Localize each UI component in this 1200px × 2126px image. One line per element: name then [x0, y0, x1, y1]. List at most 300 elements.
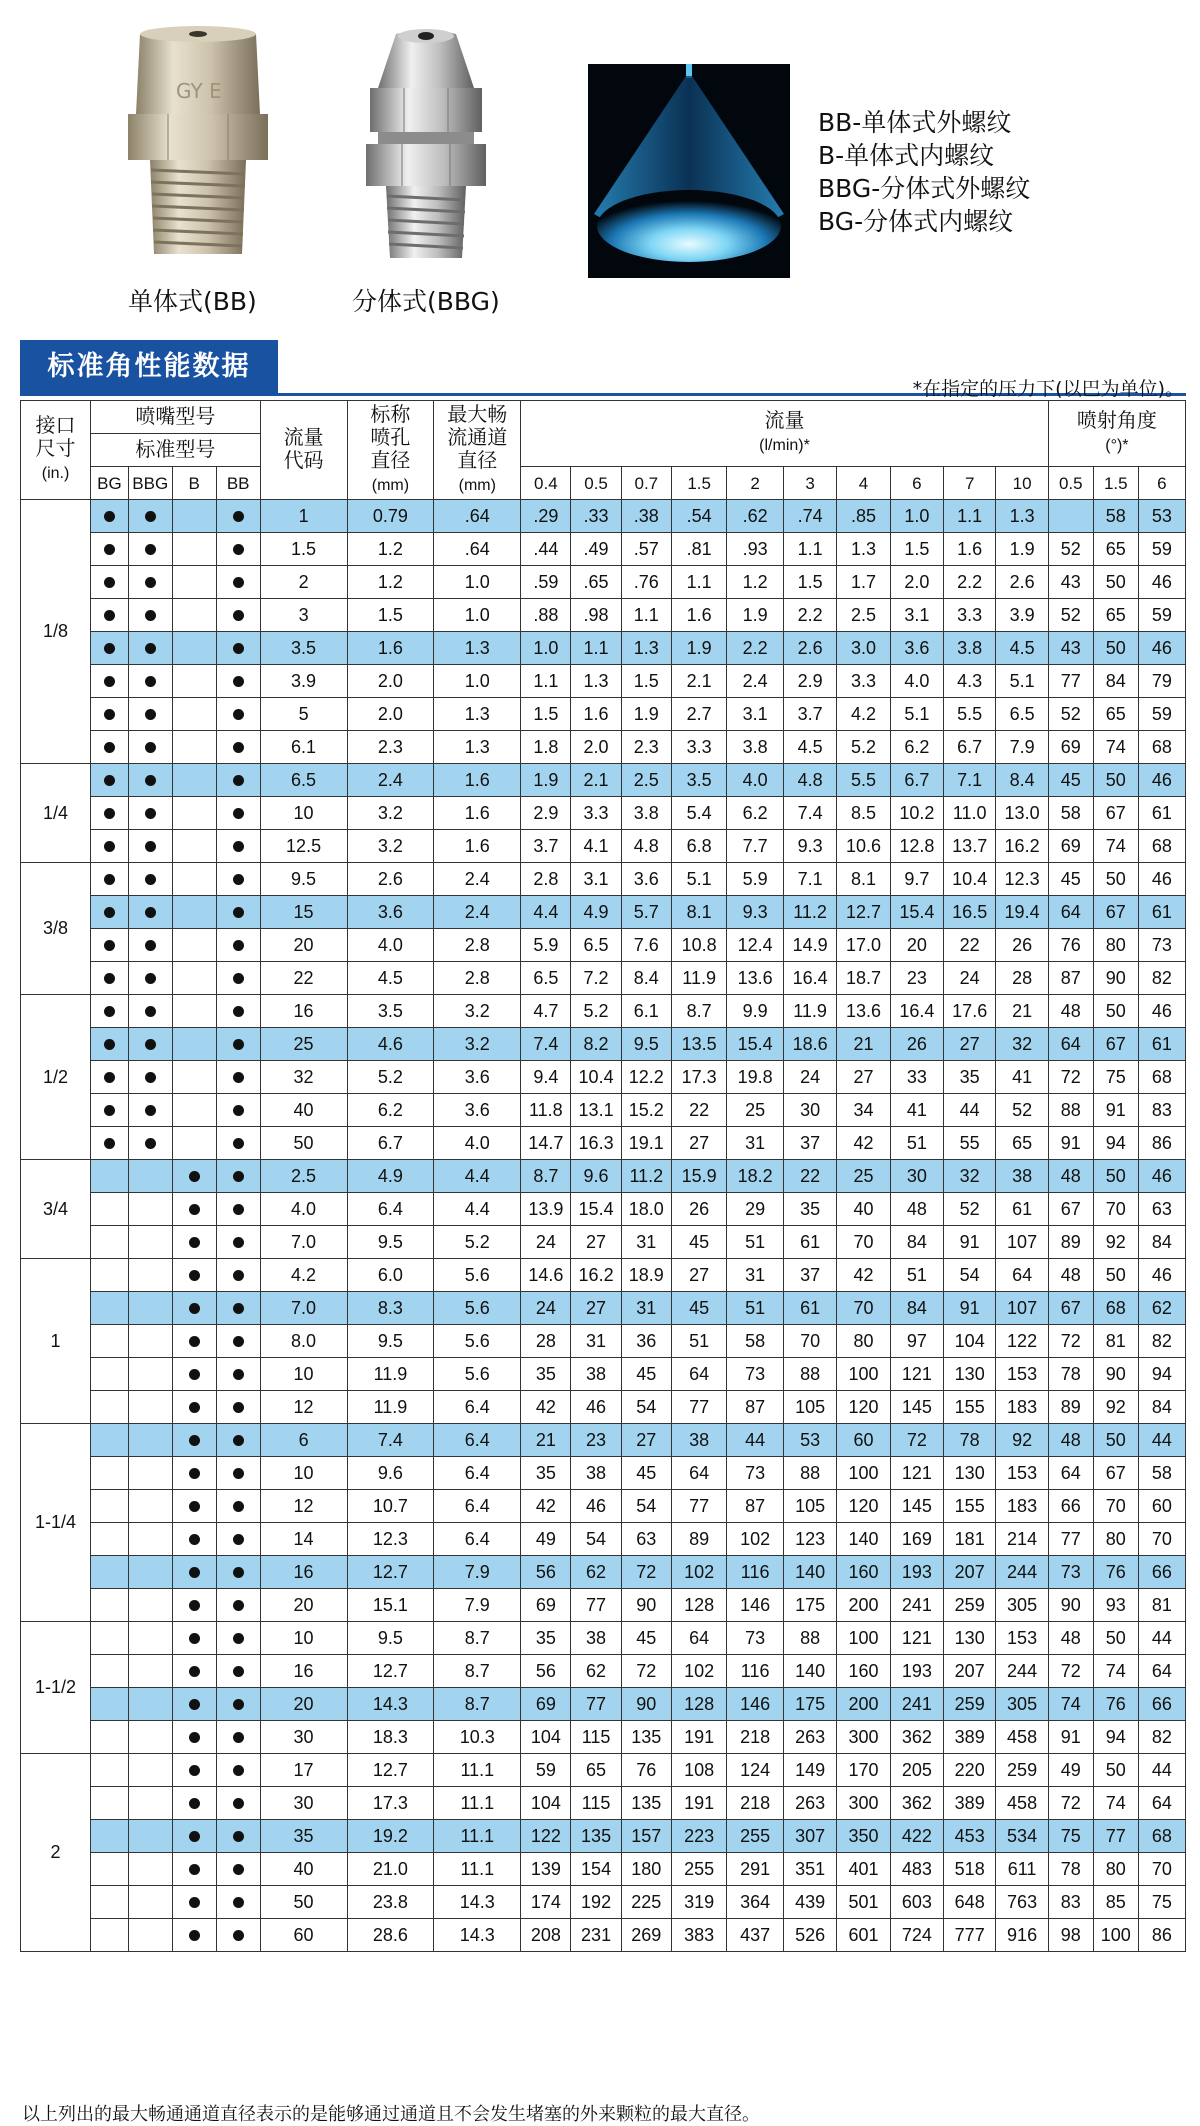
inlet-size-cell: 1/2 — [21, 995, 91, 1160]
model-availability-cell — [91, 1490, 129, 1523]
model-availability-cell — [216, 929, 260, 962]
availability-dot-icon — [233, 1765, 244, 1776]
table-row — [21, 1094, 1186, 1127]
model-availability-cell — [128, 665, 172, 698]
cell-flow-2: 19.8 — [727, 1061, 784, 1094]
model-availability-cell — [128, 1094, 172, 1127]
header-nozzle-model: 喷嘴型号 — [91, 401, 261, 434]
cell-flow-7: 130 — [944, 1457, 996, 1490]
cell-flow-code: 16 — [260, 1655, 347, 1688]
table-row — [21, 830, 1186, 863]
cell-flow-7: 5.5 — [944, 698, 996, 731]
cell-angle-1.5: 50 — [1093, 1622, 1138, 1655]
cell-angle-6: 53 — [1138, 500, 1185, 533]
availability-dot-icon — [104, 1072, 115, 1083]
cell-flow-10: 107 — [996, 1292, 1048, 1325]
availability-dot-icon — [189, 1765, 200, 1776]
cell-flow-4: 200 — [837, 1589, 890, 1622]
availability-dot-icon — [189, 1864, 200, 1875]
model-availability-cell — [128, 1292, 172, 1325]
cell-flow-3: 88 — [783, 1457, 836, 1490]
availability-dot-icon — [233, 1039, 244, 1050]
cell-angle-6: 62 — [1138, 1292, 1185, 1325]
availability-dot-icon — [189, 1204, 200, 1215]
cell-flow-7: 11.0 — [944, 797, 996, 830]
model-availability-cell — [91, 1193, 129, 1226]
cell-flow-10: 153 — [996, 1358, 1048, 1391]
model-availability-cell — [91, 1061, 129, 1094]
cell-flow-code: 6 — [260, 1424, 347, 1457]
cell-flow-4: 80 — [837, 1325, 890, 1358]
availability-dot-icon — [233, 1171, 244, 1182]
cell-flow-code: 7.0 — [260, 1226, 347, 1259]
header-flow-pressure: 1.5 — [671, 467, 726, 500]
cell-flow-0.5: 27 — [571, 1226, 621, 1259]
cell-angle-6: 68 — [1138, 1061, 1185, 1094]
cell-flow-2: 291 — [727, 1853, 784, 1886]
header-model-b: B — [172, 467, 216, 500]
cell-orifice-diameter: 6.2 — [347, 1094, 434, 1127]
table-row — [21, 1457, 1186, 1490]
table-row — [21, 1325, 1186, 1358]
cell-flow-1.5: 51 — [671, 1325, 726, 1358]
cell-orifice-diameter: 2.3 — [347, 731, 434, 764]
cell-flow-10: 305 — [996, 1589, 1048, 1622]
cell-flow-4: 5.2 — [837, 731, 890, 764]
cell-flow-0.4: 24 — [521, 1226, 571, 1259]
model-availability-cell — [91, 1127, 129, 1160]
header-angle-pressure: 1.5 — [1093, 467, 1138, 500]
cell-flow-0.7: 45 — [621, 1358, 671, 1391]
cell-flow-0.4: 56 — [521, 1655, 571, 1688]
availability-dot-icon — [145, 544, 156, 555]
cell-flow-0.7: 5.7 — [621, 896, 671, 929]
model-availability-cell — [216, 1160, 260, 1193]
cell-orifice-diameter: 2.0 — [347, 698, 434, 731]
cell-flow-6: 30 — [890, 1160, 943, 1193]
cell-angle-6: 86 — [1138, 1919, 1185, 1952]
table-row — [21, 896, 1186, 929]
cell-angle-1.5: 92 — [1093, 1391, 1138, 1424]
availability-dot-icon — [104, 808, 115, 819]
cell-flow-code: 10 — [260, 1457, 347, 1490]
cell-angle-0.5: 67 — [1048, 1193, 1093, 1226]
cell-orifice-diameter: 5.2 — [347, 1061, 434, 1094]
model-availability-cell — [216, 1886, 260, 1919]
cell-flow-7: 6.7 — [944, 731, 996, 764]
cell-passage-diameter: 1.3 — [434, 698, 521, 731]
cell-flow-6: 33 — [890, 1061, 943, 1094]
cell-flow-3: 24 — [783, 1061, 836, 1094]
availability-dot-icon — [233, 973, 244, 984]
cell-flow-2: 364 — [727, 1886, 784, 1919]
cell-passage-diameter: .64 — [434, 500, 521, 533]
cell-flow-0.7: .38 — [621, 500, 671, 533]
cell-flow-2: 146 — [727, 1589, 784, 1622]
model-availability-cell — [172, 533, 216, 566]
cell-flow-0.7: 6.1 — [621, 995, 671, 1028]
cell-flow-3: .74 — [783, 500, 836, 533]
cell-flow-0.5: 2.1 — [571, 764, 621, 797]
model-availability-cell — [172, 1490, 216, 1523]
cell-flow-code: 1 — [260, 500, 347, 533]
cell-flow-2: 146 — [727, 1688, 784, 1721]
cell-flow-0.5: 77 — [571, 1589, 621, 1622]
model-availability-cell — [216, 632, 260, 665]
cell-flow-4: 42 — [837, 1259, 890, 1292]
table-row — [21, 962, 1186, 995]
cell-angle-0.5: 52 — [1048, 533, 1093, 566]
cell-angle-6: 73 — [1138, 929, 1185, 962]
model-availability-cell — [216, 1655, 260, 1688]
cell-flow-10: 458 — [996, 1787, 1048, 1820]
cell-passage-diameter: 4.4 — [434, 1160, 521, 1193]
cell-flow-3: 105 — [783, 1490, 836, 1523]
cell-angle-0.5: 58 — [1048, 797, 1093, 830]
availability-dot-icon — [233, 907, 244, 918]
model-availability-cell — [216, 1589, 260, 1622]
cell-flow-code: 12 — [260, 1490, 347, 1523]
model-availability-cell — [216, 1919, 260, 1952]
model-availability-cell — [216, 500, 260, 533]
cell-flow-0.4: 42 — [521, 1490, 571, 1523]
cell-flow-4: 60 — [837, 1424, 890, 1457]
cell-flow-0.4: 56 — [521, 1556, 571, 1589]
cell-flow-code: 16 — [260, 995, 347, 1028]
model-availability-cell — [128, 797, 172, 830]
model-availability-cell — [216, 962, 260, 995]
legend-item-b: B-单体式内螺纹 — [818, 141, 995, 170]
availability-dot-icon — [104, 1138, 115, 1149]
availability-dot-icon — [233, 1534, 244, 1545]
cell-flow-0.7: 3.8 — [621, 797, 671, 830]
cell-flow-0.5: 2.0 — [571, 731, 621, 764]
cell-flow-2: 2.2 — [727, 632, 784, 665]
availability-dot-icon — [189, 1600, 200, 1611]
cell-flow-0.4: 35 — [521, 1358, 571, 1391]
cell-flow-0.4: 14.7 — [521, 1127, 571, 1160]
cell-angle-6: 70 — [1138, 1853, 1185, 1886]
cell-flow-6: 3.1 — [890, 599, 943, 632]
cell-angle-1.5: 76 — [1093, 1556, 1138, 1589]
cell-flow-10: 244 — [996, 1655, 1048, 1688]
availability-dot-icon — [145, 1006, 156, 1017]
model-availability-cell — [91, 1589, 129, 1622]
cell-flow-6: 84 — [890, 1292, 943, 1325]
cell-flow-code: 10 — [260, 797, 347, 830]
cell-passage-diameter: 1.6 — [434, 830, 521, 863]
header-flow-pressure: 10 — [996, 467, 1048, 500]
cell-angle-1.5: 65 — [1093, 599, 1138, 632]
model-availability-cell — [172, 929, 216, 962]
cell-flow-0.5: 46 — [571, 1391, 621, 1424]
table-header — [21, 401, 1186, 500]
cell-flow-code: 12 — [260, 1391, 347, 1424]
cell-flow-1.5: 8.1 — [671, 896, 726, 929]
model-availability-cell — [216, 995, 260, 1028]
product-header — [0, 0, 1200, 330]
model-availability-cell — [91, 863, 129, 896]
cell-flow-7: 44 — [944, 1094, 996, 1127]
cell-flow-2: 9.3 — [727, 896, 784, 929]
model-availability-cell — [216, 1457, 260, 1490]
cell-flow-10: 214 — [996, 1523, 1048, 1556]
cell-flow-4: 300 — [837, 1721, 890, 1754]
cell-passage-diameter: .64 — [434, 533, 521, 566]
cell-flow-0.4: .88 — [521, 599, 571, 632]
cell-orifice-diameter: 3.6 — [347, 896, 434, 929]
cell-flow-4: 160 — [837, 1655, 890, 1688]
model-availability-cell — [91, 1820, 129, 1853]
cell-flow-2: 5.9 — [727, 863, 784, 896]
model-availability-cell — [216, 797, 260, 830]
cell-flow-3: 30 — [783, 1094, 836, 1127]
cell-flow-0.7: 135 — [621, 1721, 671, 1754]
cell-flow-code: 30 — [260, 1721, 347, 1754]
availability-dot-icon — [189, 1303, 200, 1314]
cell-flow-0.7: 3.6 — [621, 863, 671, 896]
performance-table — [20, 400, 1186, 1952]
cell-angle-1.5: 80 — [1093, 1853, 1138, 1886]
cell-flow-3: 1.1 — [783, 533, 836, 566]
cell-passage-diameter: 1.0 — [434, 566, 521, 599]
cell-angle-6: 44 — [1138, 1622, 1185, 1655]
cell-flow-6: 121 — [890, 1358, 943, 1391]
cell-angle-6: 63 — [1138, 1193, 1185, 1226]
cell-flow-1.5: 191 — [671, 1787, 726, 1820]
cell-flow-3: 61 — [783, 1226, 836, 1259]
cell-angle-1.5: 91 — [1093, 1094, 1138, 1127]
cell-flow-1.5: 5.1 — [671, 863, 726, 896]
model-availability-cell — [128, 1160, 172, 1193]
cell-flow-3: 18.6 — [783, 1028, 836, 1061]
cell-flow-1.5: 45 — [671, 1226, 726, 1259]
cell-flow-0.7: .76 — [621, 566, 671, 599]
cell-flow-2: 102 — [727, 1523, 784, 1556]
model-availability-cell — [91, 1259, 129, 1292]
cell-flow-3: 11.2 — [783, 896, 836, 929]
cell-flow-3: 105 — [783, 1391, 836, 1424]
cell-angle-6: 79 — [1138, 665, 1185, 698]
cell-flow-4: 3.0 — [837, 632, 890, 665]
cell-angle-6: 46 — [1138, 632, 1185, 665]
cell-angle-6: 46 — [1138, 566, 1185, 599]
model-availability-cell — [91, 1787, 129, 1820]
cell-flow-3: 175 — [783, 1688, 836, 1721]
model-availability-cell — [128, 1028, 172, 1061]
cell-passage-diameter: 11.1 — [434, 1853, 521, 1886]
cell-angle-1.5: 93 — [1093, 1589, 1138, 1622]
table-row — [21, 1820, 1186, 1853]
cell-flow-1.5: .81 — [671, 533, 726, 566]
cell-flow-3: 11.9 — [783, 995, 836, 1028]
cell-angle-6: 44 — [1138, 1754, 1185, 1787]
header-flow-pressure: 3 — [783, 467, 836, 500]
model-availability-cell — [128, 698, 172, 731]
pressure-note: *在指定的压力下(以巴为单位)。 — [912, 378, 1184, 400]
cell-flow-6: 205 — [890, 1754, 943, 1787]
cell-flow-2: 51 — [727, 1292, 784, 1325]
cell-flow-0.7: 72 — [621, 1655, 671, 1688]
cell-orifice-diameter: 6.7 — [347, 1127, 434, 1160]
cell-passage-diameter: 14.3 — [434, 1886, 521, 1919]
cell-flow-4: 21 — [837, 1028, 890, 1061]
cell-flow-7: 1.6 — [944, 533, 996, 566]
cell-angle-6: 82 — [1138, 962, 1185, 995]
model-availability-cell — [216, 1688, 260, 1721]
cell-flow-10: 26 — [996, 929, 1048, 962]
cell-angle-0.5: 64 — [1048, 1457, 1093, 1490]
cell-orifice-diameter: 23.8 — [347, 1886, 434, 1919]
cell-flow-0.4: 1.0 — [521, 632, 571, 665]
cell-flow-0.4: 2.9 — [521, 797, 571, 830]
cell-flow-6: 145 — [890, 1490, 943, 1523]
cell-flow-7: 22 — [944, 929, 996, 962]
cell-orifice-diameter: 3.2 — [347, 830, 434, 863]
model-availability-cell — [172, 1754, 216, 1787]
cell-angle-6: 61 — [1138, 896, 1185, 929]
cell-flow-3: 1.5 — [783, 566, 836, 599]
cell-flow-0.7: 76 — [621, 1754, 671, 1787]
cell-angle-1.5: 77 — [1093, 1820, 1138, 1853]
cell-flow-3: 37 — [783, 1259, 836, 1292]
cell-angle-0.5: 91 — [1048, 1721, 1093, 1754]
cell-flow-3: 140 — [783, 1655, 836, 1688]
cell-angle-6: 94 — [1138, 1358, 1185, 1391]
model-availability-cell — [91, 995, 129, 1028]
availability-dot-icon — [189, 1699, 200, 1710]
cell-angle-0.5: 48 — [1048, 1424, 1093, 1457]
model-availability-cell — [128, 764, 172, 797]
availability-dot-icon — [233, 1303, 244, 1314]
availability-dot-icon — [104, 973, 115, 984]
model-availability-cell — [216, 1787, 260, 1820]
spray-pattern-image — [588, 64, 790, 278]
model-availability-cell — [91, 1754, 129, 1787]
cell-flow-1.5: 22 — [671, 1094, 726, 1127]
cell-flow-1.5: 255 — [671, 1853, 726, 1886]
model-availability-cell — [128, 1259, 172, 1292]
cell-flow-6: 84 — [890, 1226, 943, 1259]
header-max-passage: 最大畅 流通道 直径 (mm) — [434, 401, 521, 500]
cell-flow-10: 13.0 — [996, 797, 1048, 830]
header-inlet-size: 接口 尺寸 (in.) — [21, 401, 91, 500]
availability-dot-icon — [189, 1534, 200, 1545]
cell-flow-7: 389 — [944, 1721, 996, 1754]
cell-flow-3: 351 — [783, 1853, 836, 1886]
cell-angle-6: 46 — [1138, 863, 1185, 896]
cell-flow-0.4: 5.9 — [521, 929, 571, 962]
cell-flow-1.5: 191 — [671, 1721, 726, 1754]
cell-flow-6: 1.5 — [890, 533, 943, 566]
model-availability-cell — [172, 1061, 216, 1094]
table-row — [21, 566, 1186, 599]
model-availability-cell — [91, 566, 129, 599]
table-row — [21, 863, 1186, 896]
cell-flow-0.4: 208 — [521, 1919, 571, 1952]
cell-flow-0.5: 135 — [571, 1820, 621, 1853]
availability-dot-icon — [233, 775, 244, 786]
table-row — [21, 1556, 1186, 1589]
cell-flow-6: 2.0 — [890, 566, 943, 599]
model-availability-cell — [172, 500, 216, 533]
cell-flow-7: 27 — [944, 1028, 996, 1061]
cell-flow-0.5: 77 — [571, 1688, 621, 1721]
cell-flow-3: 149 — [783, 1754, 836, 1787]
cell-flow-4: 350 — [837, 1820, 890, 1853]
cell-angle-0.5: 72 — [1048, 1061, 1093, 1094]
cell-flow-7: 3.8 — [944, 632, 996, 665]
cell-flow-6: 20 — [890, 929, 943, 962]
cell-flow-7: 52 — [944, 1193, 996, 1226]
cell-flow-0.7: 90 — [621, 1688, 671, 1721]
cell-angle-6: 64 — [1138, 1787, 1185, 1820]
cell-flow-2: 87 — [727, 1490, 784, 1523]
cell-flow-10: 28 — [996, 962, 1048, 995]
model-availability-cell — [128, 896, 172, 929]
model-legend — [818, 106, 1030, 238]
cell-angle-6: 58 — [1138, 1457, 1185, 1490]
cell-flow-4: 1.7 — [837, 566, 890, 599]
table-row — [21, 632, 1186, 665]
cell-flow-0.5: 1.3 — [571, 665, 621, 698]
availability-dot-icon — [233, 1138, 244, 1149]
model-availability-cell — [128, 1754, 172, 1787]
cell-flow-0.4: 2.8 — [521, 863, 571, 896]
cell-flow-0.7: 54 — [621, 1391, 671, 1424]
cell-flow-10: 12.3 — [996, 863, 1048, 896]
availability-dot-icon — [145, 907, 156, 918]
cell-orifice-diameter: 2.6 — [347, 863, 434, 896]
cell-flow-0.5: 1.1 — [571, 632, 621, 665]
cell-passage-diameter: 1.6 — [434, 797, 521, 830]
cell-flow-2: 18.2 — [727, 1160, 784, 1193]
cell-orifice-diameter: 7.4 — [347, 1424, 434, 1457]
cell-flow-3: 307 — [783, 1820, 836, 1853]
caption-bb: 单体式(BB) — [128, 287, 257, 316]
cell-flow-10: 183 — [996, 1490, 1048, 1523]
cell-flow-0.5: 7.2 — [571, 962, 621, 995]
cell-flow-4: 120 — [837, 1391, 890, 1424]
model-availability-cell — [91, 1094, 129, 1127]
cell-passage-diameter: 7.9 — [434, 1589, 521, 1622]
cell-flow-0.4: .29 — [521, 500, 571, 533]
cell-flow-1.5: 26 — [671, 1193, 726, 1226]
header-flow-pressure: 0.4 — [521, 467, 571, 500]
cell-angle-6: 59 — [1138, 698, 1185, 731]
availability-dot-icon — [233, 1732, 244, 1743]
cell-flow-10: 19.4 — [996, 896, 1048, 929]
model-availability-cell — [216, 764, 260, 797]
cell-flow-6: 5.1 — [890, 698, 943, 731]
cell-flow-10: 64 — [996, 1259, 1048, 1292]
availability-dot-icon — [145, 643, 156, 654]
header-flow-pressure: 0.7 — [621, 467, 671, 500]
model-availability-cell — [128, 1457, 172, 1490]
nozzle-engraving: GY E — [176, 79, 222, 103]
cell-passage-diameter: 5.2 — [434, 1226, 521, 1259]
cell-flow-0.7: 135 — [621, 1787, 671, 1820]
cell-flow-4: 3.3 — [837, 665, 890, 698]
cell-flow-0.7: 19.1 — [621, 1127, 671, 1160]
cell-orifice-diameter: 9.5 — [347, 1226, 434, 1259]
cell-orifice-diameter: 17.3 — [347, 1787, 434, 1820]
cell-angle-1.5: 50 — [1093, 863, 1138, 896]
model-availability-cell — [128, 599, 172, 632]
availability-dot-icon — [104, 511, 115, 522]
availability-dot-icon — [189, 1732, 200, 1743]
cell-orifice-diameter: 4.6 — [347, 1028, 434, 1061]
